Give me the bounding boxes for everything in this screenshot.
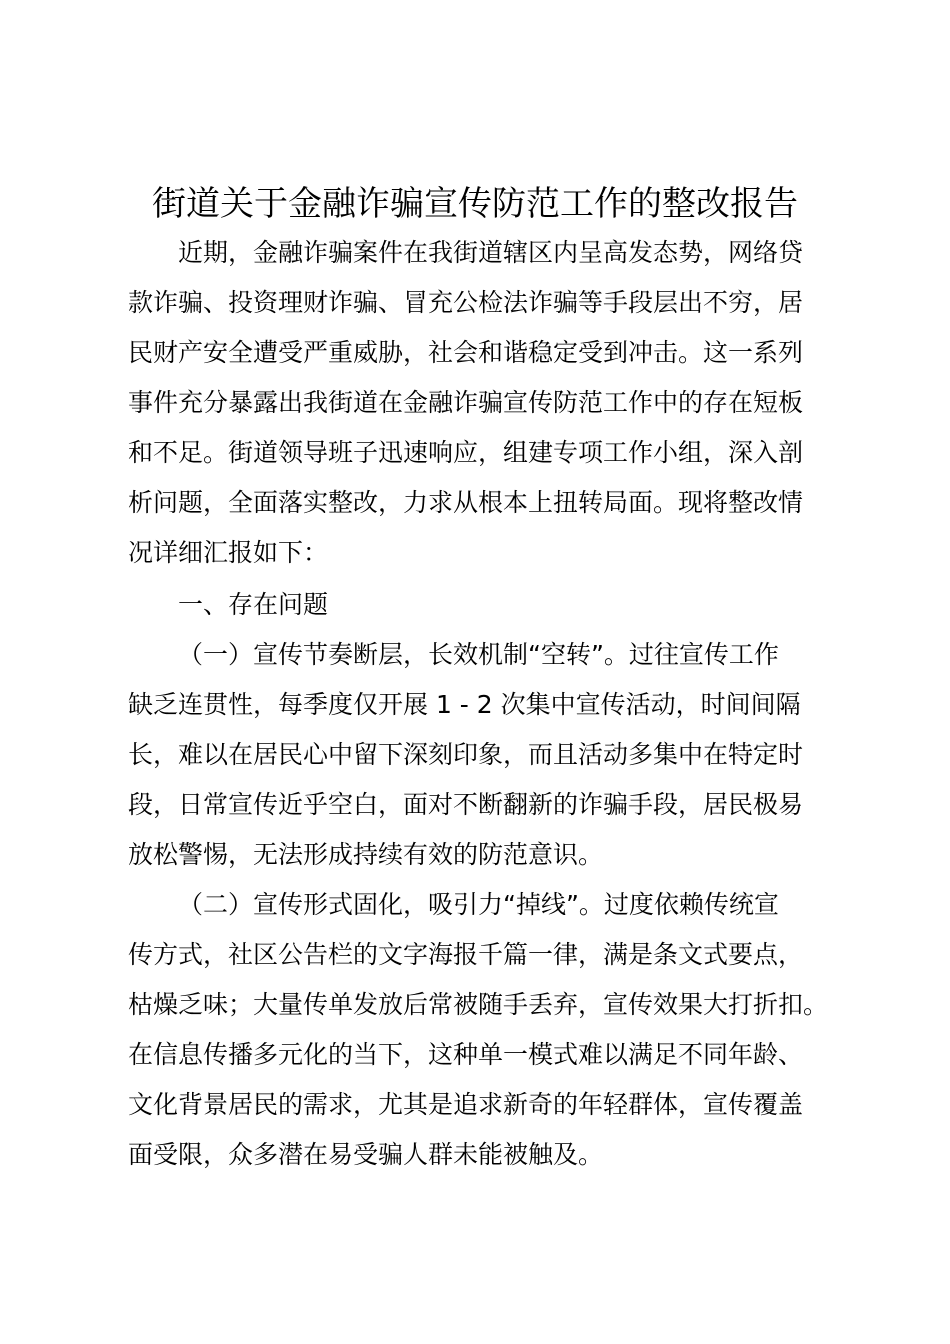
paragraph-line: （一）宣传节奏断层，长效机制“空转”。过往宣传工作 <box>178 640 779 669</box>
paragraph-line: 枯燥乏味；大量传单发放后常被随手丢弃，宣传效果大打折扣。 <box>128 990 829 1019</box>
paragraph-line: 文化背景居民的需求，尤其是追求新奇的年轻群体，宣传覆盖 <box>128 1090 804 1119</box>
paragraph-line: 段，日常宣传近乎空白，面对不断翻新的诈骗手段，居民极易 <box>128 790 804 819</box>
paragraph-line: 款诈骗、投资理财诈骗、冒充公检法诈骗等手段层出不穷，居 <box>128 288 804 317</box>
paragraph-line: 近期，金融诈骗案件在我街道辖区内呈高发态势，网络贷 <box>178 238 804 267</box>
paragraph-line: 况详细汇报如下： <box>128 538 329 567</box>
paragraph-line: 事件充分暴露出我街道在金融诈骗宣传防范工作中的存在短板 <box>128 388 804 417</box>
paragraph-line: 面受限，众多潜在易受骗人群未能被触及。 <box>128 1140 604 1169</box>
paragraph-line: （二）宣传形式固化，吸引力“掉线”。过度依赖传统宣 <box>178 890 779 919</box>
document-title: 街道关于金融诈骗宣传防范工作的整改报告 <box>152 184 798 224</box>
section-heading: 一、存在问题 <box>178 590 329 619</box>
paragraph-line: 析问题，全面落实整改，力求从根本上扭转局面。现将整改情 <box>128 488 804 517</box>
paragraph-line: 和不足。街道领导班子迅速响应，组建专项工作小组，深入剖 <box>128 438 804 467</box>
paragraph-line: 缺乏连贯性，每季度仅开展 1 - 2 次集中宣传活动，时间间隔 <box>128 690 801 719</box>
paragraph-line: 在信息传播多元化的当下，这种单一模式难以满足不同年龄、 <box>128 1040 804 1069</box>
paragraph-line: 传方式，社区公告栏的文字海报千篇一律，满是条文式要点， <box>128 940 804 969</box>
paragraph-line: 放松警惕，无法形成持续有效的防范意识。 <box>128 840 604 869</box>
paragraph-line: 民财产安全遭受严重威胁，社会和谐稳定受到冲击。这一系列 <box>128 338 804 367</box>
paragraph-line: 长，难以在居民心中留下深刻印象，而且活动多集中在特定时 <box>128 740 804 769</box>
